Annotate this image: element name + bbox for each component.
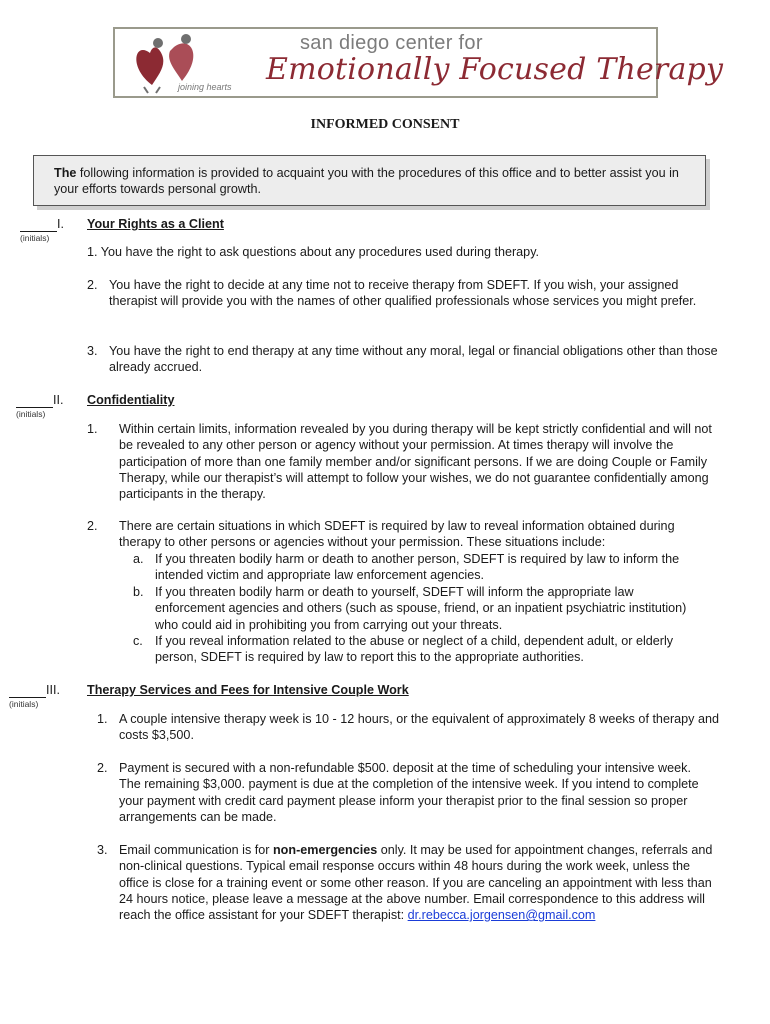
sub-item-letter: b.: [133, 585, 144, 599]
payment-text-end: . payment is due at the completion of the intensive week. If you intend to complete your payment with credit card payment please inform your therapist prior to the final session so proper arrangements can be made.: [119, 777, 699, 824]
section-3-heading: Therapy Services and Fees for Intensive Couple Work: [87, 683, 409, 697]
logo-top-line: san diego center for: [300, 32, 483, 54]
section-1-item-2-number: 2.: [87, 278, 98, 292]
fee-amount: $3,500: [151, 728, 191, 743]
sub-item-c: If you reveal information related to the abuse or neglect of a child, dependent adult, or elderly person, SDEFT is required by law to report this to the appropriate authorities.: [155, 634, 674, 665]
section-1-item-1: 1. You have the right to ask questions about any procedures used during therapy.: [87, 245, 540, 259]
sub-item-b: If you threaten bodily harm or death to yourself, SDEFT will inform the appropriate law enforcement agencies and others (such as spouse, friend, or an inpatient psychiatric institution) who could aid in prohibiting you from carrying out your threats.: [155, 585, 687, 632]
email-link[interactable]: dr.rebecca.jorgensen@gmail.com: [407, 908, 596, 923]
section-1-initials[interactable]: [20, 216, 64, 232]
initials-caption: (initials): [9, 699, 39, 709]
section-3-item-2: [119, 760, 714, 825]
sub-item-letter: a.: [133, 552, 144, 566]
section-1-item-3: You have the right to end therapy at any time without any moral, legal or financial obligations other than those already accrued.: [109, 344, 718, 375]
section-2-item-1: Within certain limits, information revealed by you during therapy will be kept strictly confidential and will not be revealed to any other person or agency without your permission. At times therapy will involve the participation of more than one family member and/or significant persons. If we are doing Couple or Family Therapy, while our therapist’s will attempt to follow your wishes, we do not guarantee confidentially among participants in the therapy.: [119, 422, 712, 502]
section-3-item-2-number: 2.: [97, 761, 108, 775]
section-3-item-3: [119, 842, 719, 923]
section-1-item-2: You have the right to decide at any time not to receive therapy from SDEFT. If you wish, your assigned therapist will provide you with the names of other qualified professionals whose services you might prefer.: [109, 278, 697, 309]
page-title: INFORMED CONSENT: [310, 117, 460, 132]
sub-item-a: If you threaten bodily harm or death to another person, SDEFT is required by law to inform the intended victim and appropriate law enforcement agencies.: [155, 552, 680, 583]
section-3-item-1-number: 1.: [97, 712, 108, 726]
section-3-item-1: [119, 711, 719, 744]
sub-item-letter: c.: [133, 634, 143, 648]
email-text: Email communication is for: [119, 843, 273, 857]
section-3-numeral: III.: [46, 683, 60, 697]
section-2-numeral: II.: [53, 393, 64, 407]
email-bold: non-emergencies: [272, 843, 378, 857]
fee-text: A couple intensive therapy week is 10 - 12 hours, or the equivalent of approximately 8 weeks of therapy and costs: [119, 712, 719, 743]
section-1-heading: Your Rights as a Client: [87, 217, 224, 231]
section-3-initials[interactable]: [9, 682, 60, 698]
logo-tagline: joining hearts: [178, 82, 232, 92]
section-2-item-2: There are certain situations in which SDEFT is required by law to reveal information obtained during therapy to other persons or agencies without your permission. These situations include:: [119, 519, 675, 550]
section-3-item-3-number: 3.: [97, 843, 108, 857]
initials-caption: (initials): [16, 409, 46, 419]
section-2-item-2-number: 2.: [87, 519, 98, 533]
intro-lead: The: [54, 166, 77, 180]
logo-main-line: Emotionally Focused Therapy: [266, 52, 724, 87]
section-1-item-3-number: 3.: [87, 344, 98, 358]
section-2-initials[interactable]: [16, 392, 64, 408]
payment-text: Payment is secured with a non-refundable $500. deposit at the time of scheduling your intensive week. The remaining: [119, 761, 691, 792]
section-2-item-1-number: 1.: [87, 422, 98, 436]
fee-text-end: .: [190, 728, 194, 743]
intro-rest: following information is provided to acquaint you with the procedures of this office and to better assist you in your efforts towards personal growth.: [54, 166, 679, 197]
section-2-heading: Confidentiality: [87, 393, 175, 407]
initials-caption: (initials): [20, 233, 50, 243]
intro-text: [54, 165, 699, 198]
section-1-numeral: I.: [57, 217, 64, 231]
payment-amount: $3,000: [203, 777, 242, 792]
email-text-rest: only. It may be used for appointment changes, referrals and non-clinical questions. Typical email response occurs within 48 hours during the work week, unless the office is close for a training event or some other reason. If you are canceling an appointment with less than 24 hours notice, please leave a message at the above number. Email correspondence to this address will reach the office assistant for your SDEFT therapist:: [119, 843, 713, 923]
